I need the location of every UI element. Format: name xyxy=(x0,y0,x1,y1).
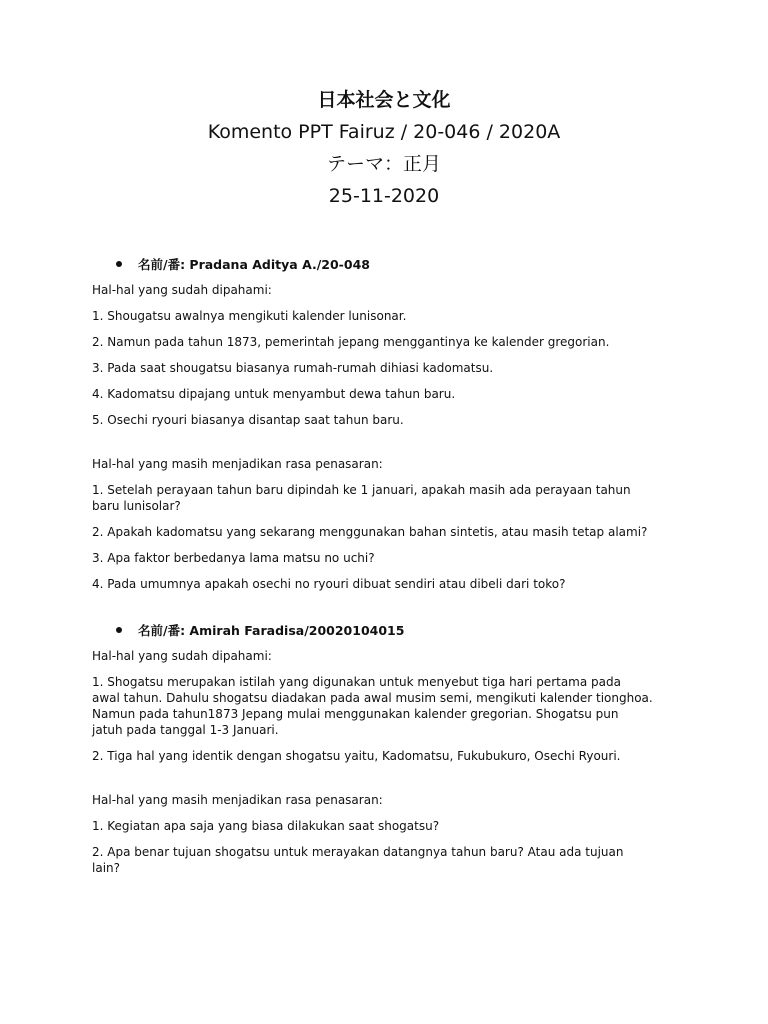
understood-item: 2. Namun pada tahun 1873, pemerintah jepang menggantinya ke kalender gregorian. xyxy=(92,335,610,349)
curious-item: 2. Apa benar tujuan shogatsu untuk merayakan datangnya tahun baru? Atau ada tujuan lain? xyxy=(92,845,624,875)
spacer xyxy=(92,774,682,792)
curious-label: Hal-hal yang masih menjadikan rasa penasaran: xyxy=(92,793,383,807)
document-theme: テーマ：正月 xyxy=(326,153,441,175)
document-body xyxy=(92,252,682,886)
document-subtitle: Komento PPT Fairuz / 20-046 / 2020A xyxy=(207,121,561,143)
curious-item: 4. Pada umumnya apakah osechi no ryouri dibuat sendiri atau dibeli dari toko? xyxy=(92,577,566,591)
bullet-icon xyxy=(116,627,122,633)
comment-section xyxy=(92,618,682,876)
person-name: 名前/番: Pradana Aditya A./20-048 xyxy=(138,257,370,272)
curious-item: 1. Setelah perayaan tahun baru dipindah ke 1 januari, apakah masih ada perayaan tahun baru lunisolar? xyxy=(92,483,631,513)
person-heading xyxy=(92,252,682,276)
person-heading xyxy=(92,618,682,642)
document-title: 日本社会と文化 xyxy=(317,89,451,111)
curious-item: 2. Apakah kadomatsu yang sekarang menggunakan bahan sintetis, atau masih tetap alami? xyxy=(92,525,648,539)
person-name: 名前/番: Amirah Faradisa/20020104015 xyxy=(138,623,405,638)
document-date: 25-11-2020 xyxy=(328,185,440,207)
document-header xyxy=(0,84,768,212)
understood-item: 4. Kadomatsu dipajang untuk menyambut dewa tahun baru. xyxy=(92,387,456,401)
curious-item: 1. Kegiatan apa saja yang biasa dilakukan saat shogatsu? xyxy=(92,819,440,833)
understood-item: 2. Tiga hal yang identik dengan shogatsu yaitu, Kadomatsu, Fukubukuro, Osechi Ryouri. xyxy=(92,749,621,763)
curious-label: Hal-hal yang masih menjadikan rasa penasaran: xyxy=(92,457,383,471)
bullet-icon xyxy=(116,261,122,267)
spacer xyxy=(92,438,682,456)
understood-label: Hal-hal yang sudah dipahami: xyxy=(92,649,272,663)
comment-section xyxy=(92,252,682,592)
understood-item: 1. Shogatsu merupakan istilah yang digunakan untuk menyebut tiga hari pertama pada awal tahun. Dahulu shogatsu diadakan pada awal musim semi, mengikuti kalender tionghoa. Namun pada tahun1873 Jepang mulai menggunakan kalender gregorian. Shogatsu pun jatuh pada tanggal 1-3 Januari. xyxy=(92,675,653,737)
understood-item: 5. Osechi ryouri biasanya disantap saat tahun baru. xyxy=(92,413,404,427)
understood-item: 3. Pada saat shougatsu biasanya rumah-rumah dihiasi kadomatsu. xyxy=(92,361,494,375)
understood-label: Hal-hal yang sudah dipahami: xyxy=(92,283,272,297)
understood-item: 1. Shougatsu awalnya mengikuti kalender lunisonar. xyxy=(92,309,407,323)
curious-item: 3. Apa faktor berbedanya lama matsu no uchi? xyxy=(92,551,375,565)
